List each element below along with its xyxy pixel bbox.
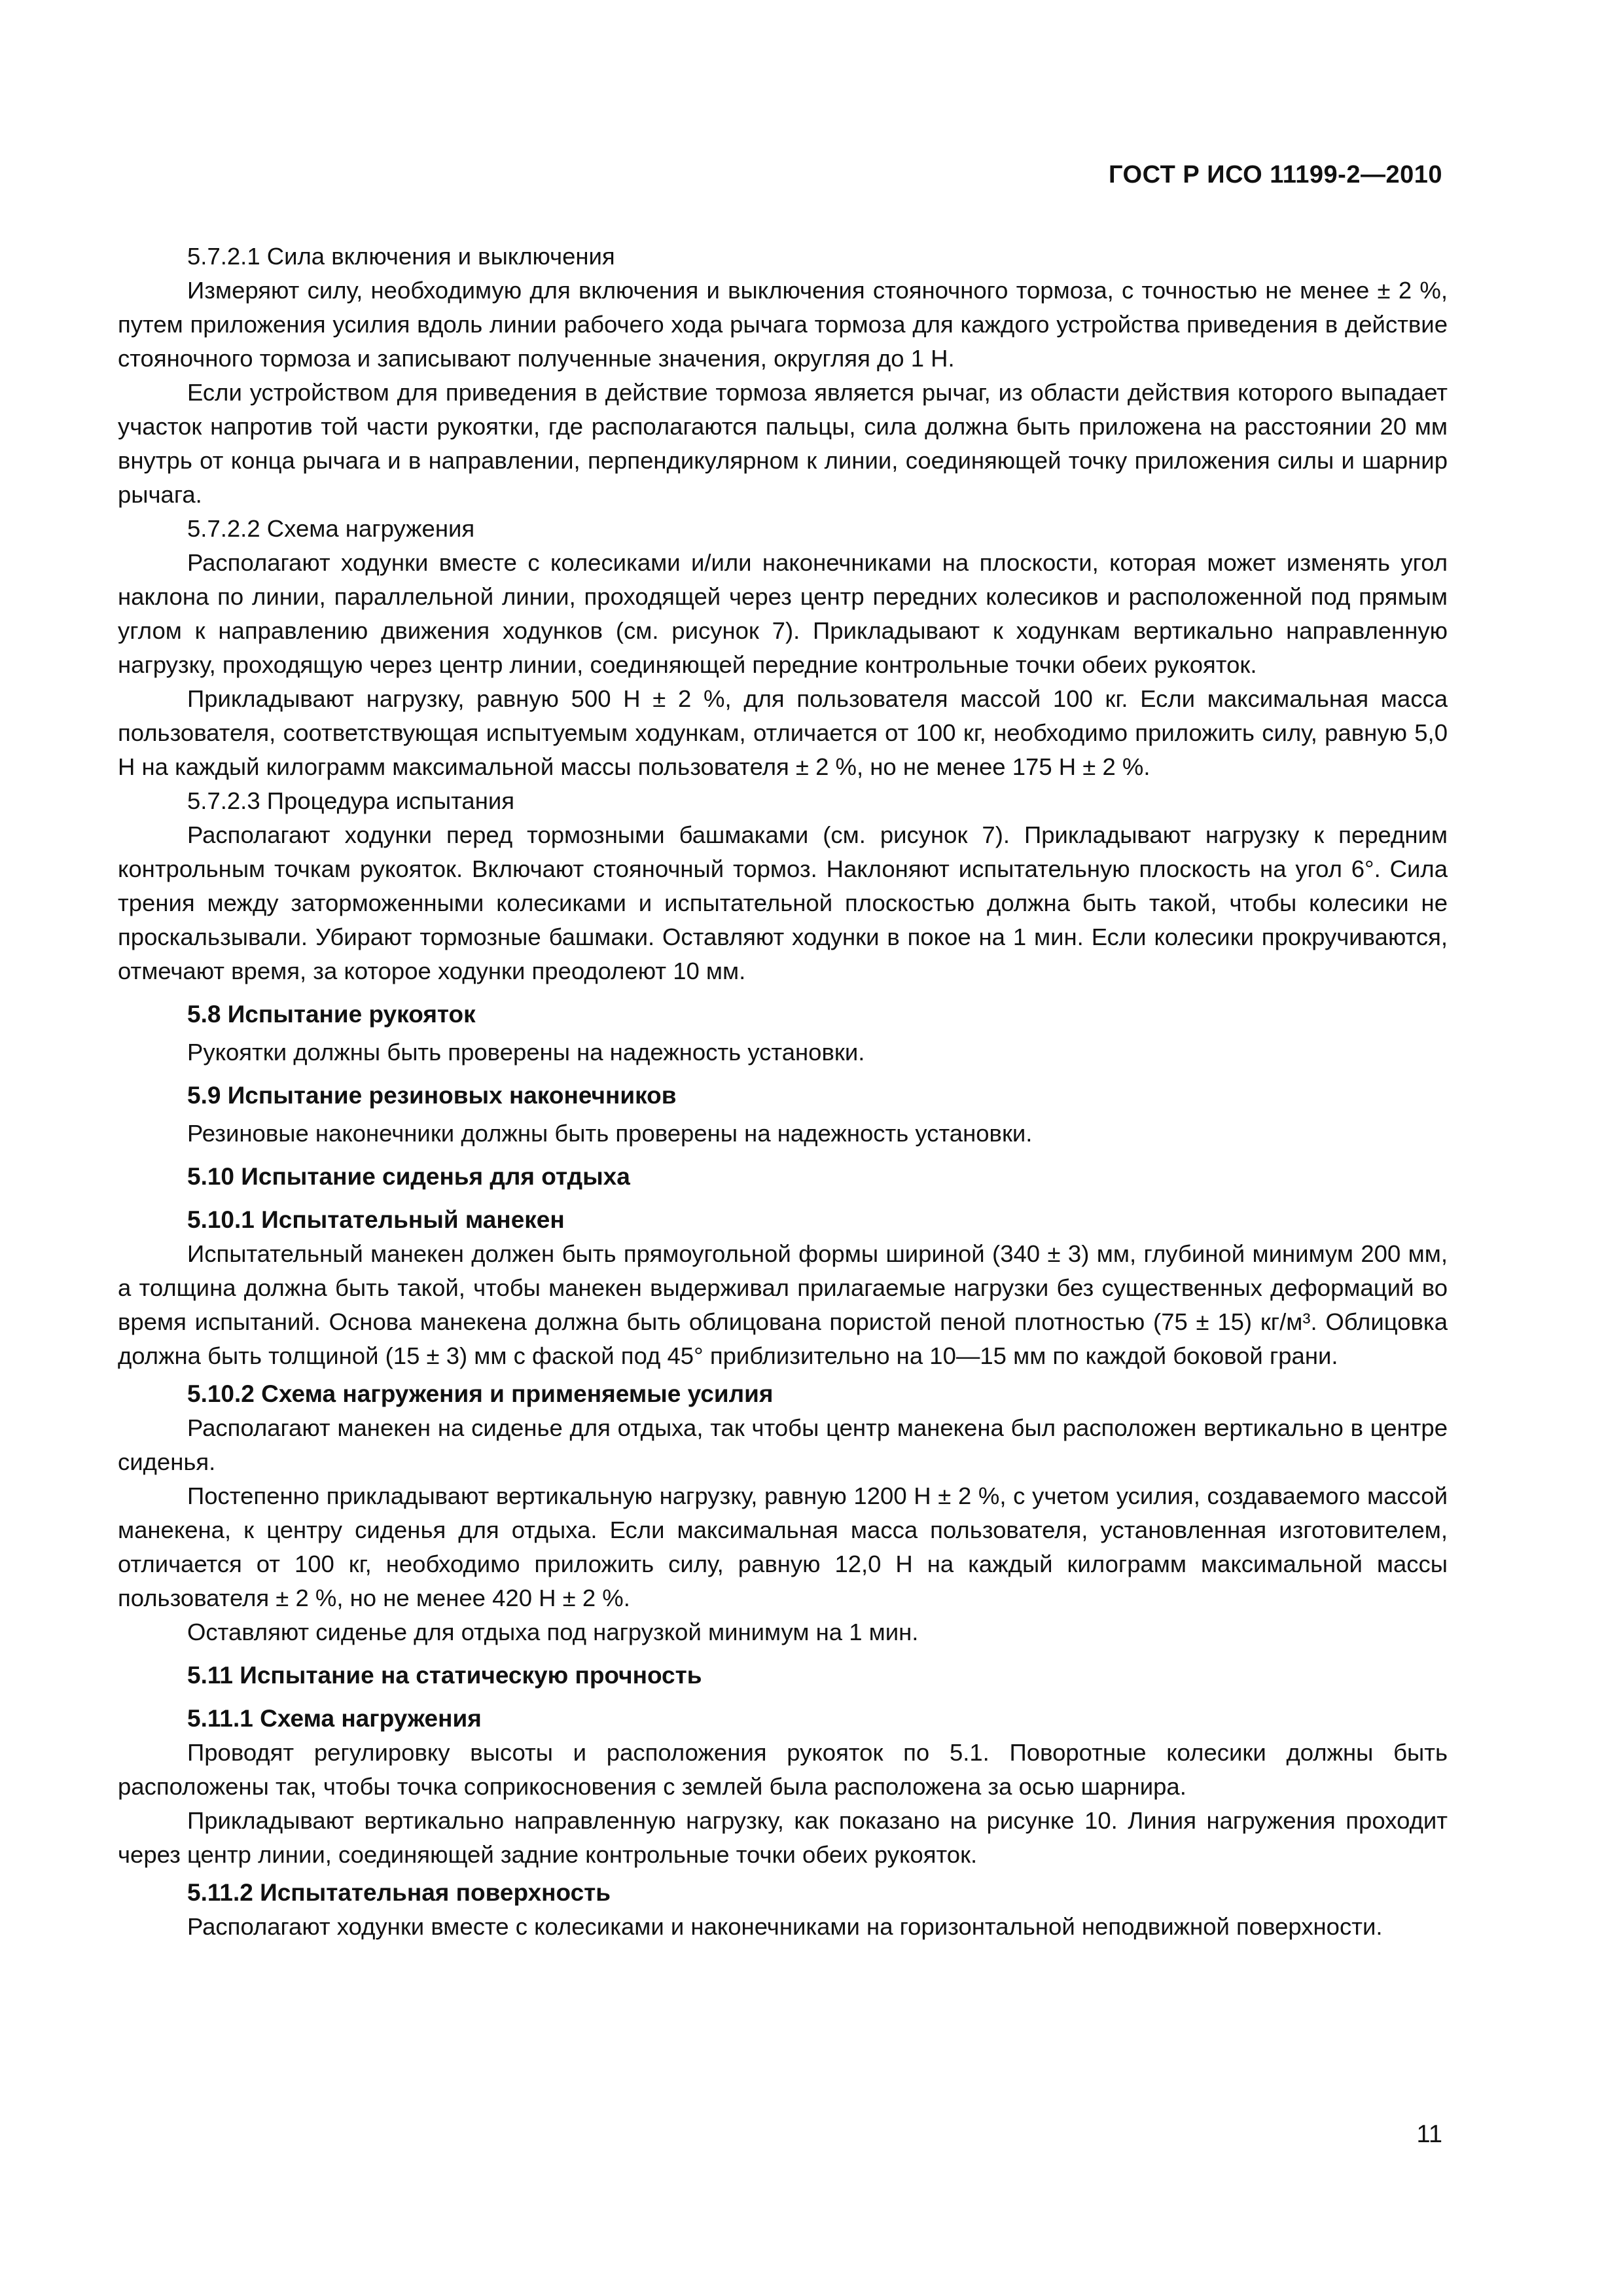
paragraph: Располагают манекен на сиденье для отдыха, так чтобы центр манекена был расположен вертикально в центре сиденья.: [118, 1414, 1448, 1475]
section-5-8-heading: 5.8 Испытание рукояток: [187, 1001, 476, 1028]
paragraph: Проводят регулировку высоты и расположения рукояток по 5.1. Поворотные колесики должны быть расположены так, чтобы точка соприкосновения с землей была расположена за осью шарнира.: [118, 1739, 1448, 1800]
section-5-10-2-heading: 5.10.2 Схема нагружения и применяемые усилия: [187, 1380, 774, 1407]
document-body: [118, 240, 1448, 1944]
paragraph: Рукоятки должны быть проверены на надежность установки.: [187, 1039, 865, 1066]
paragraph: Располагают ходунки вместе с колесиками и наконечниками на горизонтальной неподвижной поверхности.: [187, 1913, 1383, 1940]
paragraph: Если устройством для приведения в действие тормоза является рычаг, из области действия которого выпадает участок напротив той части рукоятки, где располагаются пальцы, сила должна быть приложена на расстоянии 20 мм внутрь от конца рычага и в направлении, перпендикулярном к линии, соединяющей точку приложения силы и шарнир рычага.: [118, 379, 1448, 508]
paragraph: Резиновые наконечники должны быть проверены на надежность установки.: [187, 1120, 1033, 1147]
paragraph: Располагают ходунки вместе с колесиками и/или наконечниками на плоскости, которая может изменять угол наклона по линии, параллельной линии, проходящей через центр передних колесиков и расположенной под прямым углом к направлению движения ходунков (см. рисунок 7). Прикладывают к ходункам вертикально направленную нагрузку, проходящую через центр линии, соединяющей передние контрольные точки обеих рукояток.: [118, 549, 1448, 678]
paragraph: Испытательный манекен должен быть прямоугольной формы шириной (340 ± 3) мм, глубиной минимум 200 мм, а толщина должна быть такой, чтобы манекен выдерживал прилагаемые нагрузки без существенных деформаций во время испытаний. Основа манекена должна быть облицована пористой пеной плотностью (75 ± 15) кг/м³. Облицовка должна быть толщиной (15 ± 3) мм с фаской под 45° приблизительно на 10—15 мм по каждой боковой грани.: [118, 1240, 1448, 1369]
paragraph: Измеряют силу, необходимую для включения и выключения стояночного тормоза, с точностью не менее ± 2 %, путем приложения усилия вдоль линии рабочего хода рычага тормоза для каждого устройства приведения в действие стояночного тормоза и записывают полученные значения, округляя до 1 Н.: [118, 277, 1448, 372]
paragraph: Располагают ходунки перед тормозными башмаками (см. рисунок 7). Прикладывают нагрузку к передним контрольным точкам рукояток. Включают стояночный тормоз. Наклоняют испытательную плоскость на угол 6°. Сила трения между заторможенными колесиками и испытательной плоскостью должна быть такой, чтобы колесики не проскальзывали. Убирают тормозные башмаки. Оставляют ходунки в покое на 1 мин. Если колесики прокручиваются, отмечают время, за которое ходунки преодолеют 10 мм.: [118, 821, 1448, 984]
section-5-10-heading: 5.10 Испытание сиденья для отдыха: [187, 1163, 630, 1190]
section-5-10-1-heading: 5.10.1 Испытательный манекен: [187, 1206, 565, 1233]
paragraph: Прикладывают нагрузку, равную 500 Н ± 2 %, для пользователя массой 100 кг. Если максимальная масса пользователя, соответствующая испытуемым ходункам, отличается от 100 кг, необходимо приложить силу, равную 5,0 Н на каждый килограмм максимальной массы пользователя ± 2 %, но не менее 175 Н ± 2 %.: [118, 685, 1448, 780]
section-5-11-2-heading: 5.11.2 Испытательная поверхность: [187, 1879, 611, 1906]
section-5-11-heading: 5.11 Испытание на статическую прочность: [187, 1662, 702, 1689]
section-5-7-2-2-title: 5.7.2.2 Схема нагружения: [187, 515, 475, 542]
paragraph: Прикладывают вертикально направленную нагрузку, как показано на рисунке 10. Линия нагружения проходит через центр линии, соединяющей задние контрольные точки обеих рукояток.: [118, 1807, 1448, 1868]
paragraph: Оставляют сиденье для отдыха под нагрузкой минимум на 1 мин.: [187, 1619, 919, 1645]
section-5-7-2-1-title: 5.7.2.1 Сила включения и выключения: [187, 243, 615, 270]
section-5-9-heading: 5.9 Испытание резиновых наконечников: [187, 1082, 677, 1109]
page-number: 11: [1416, 2121, 1442, 2148]
document-code-header: ГОСТ Р ИСО 11199-2—2010: [1109, 161, 1442, 188]
section-5-11-1-heading: 5.11.1 Схема нагружения: [187, 1705, 482, 1732]
paragraph: Постепенно прикладывают вертикальную нагрузку, равную 1200 Н ± 2 %, с учетом усилия, создаваемого массой манекена, к центру сиденья для отдыха. Если максимальная масса пользователя, установленная изготовителем, отличается от 100 кг, необходимо приложить силу, равную 12,0 Н на каждый килограмм максимальной массы пользователя ± 2 %, но не менее 420 Н ± 2 %.: [118, 1482, 1448, 1611]
section-5-7-2-3-title: 5.7.2.3 Процедура испытания: [187, 787, 515, 814]
